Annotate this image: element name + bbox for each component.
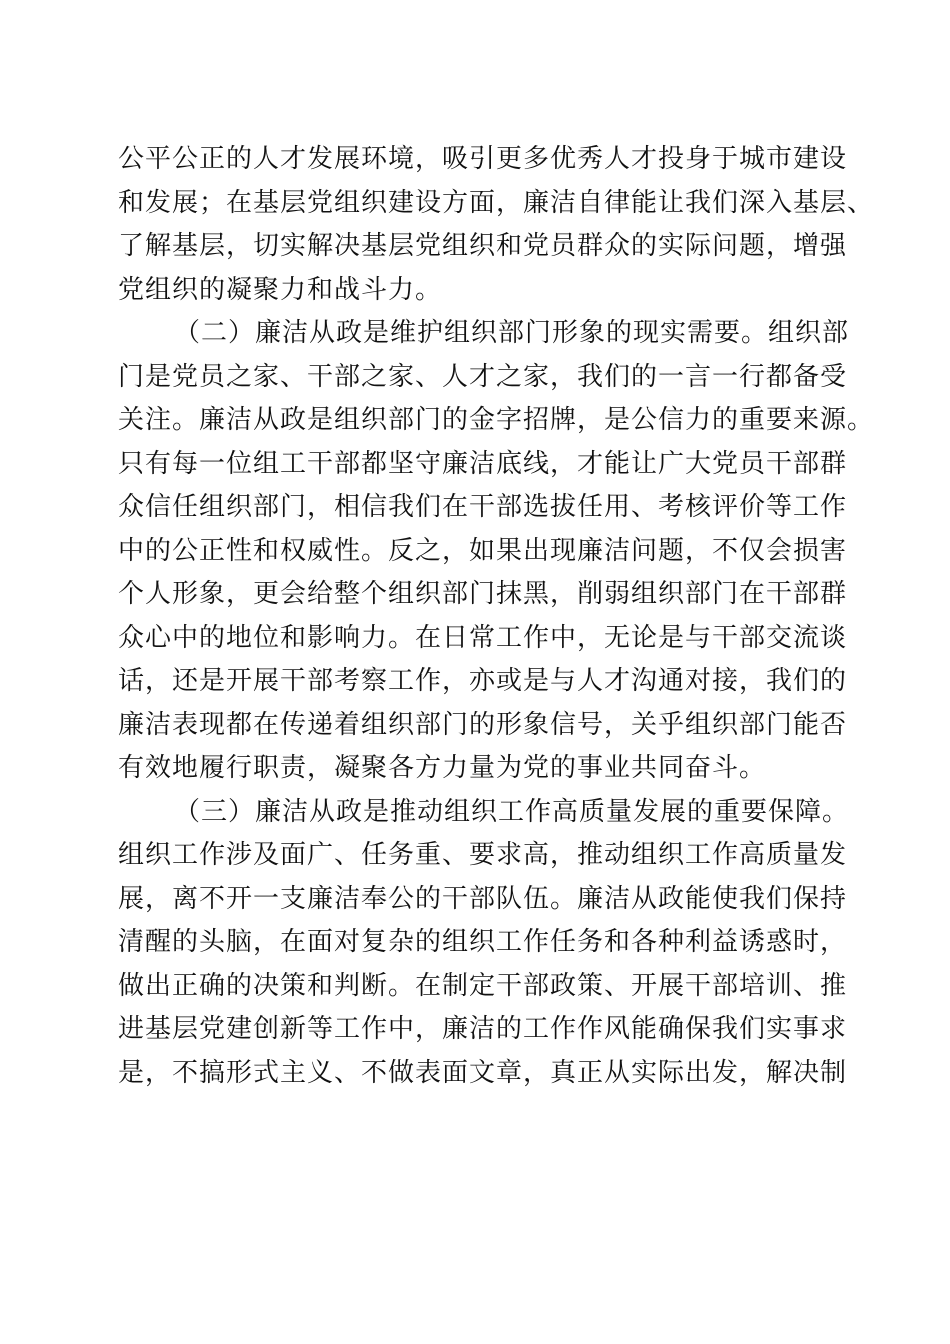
paragraph-section-two <box>118 312 875 791</box>
text-line: 和发展；在基层党组织建设方面，廉洁自律能让我们深入基层、 <box>118 187 875 218</box>
text-line: 话，还是开展干部考察工作，亦或是与人才沟通对接，我们的 <box>118 666 848 696</box>
text-line: 门是党员之家、干部之家、人才之家，我们的一言一行都备受 <box>118 361 848 392</box>
text-line: 只有每一位组工干部都坚守廉洁底线，才能让广大党员干部群 <box>118 448 848 479</box>
text-line: 做出正确的决策和判断。在制定干部政策、开展干部培训、推 <box>118 970 848 1001</box>
text-line: 党组织的凝聚力和战斗力。 <box>118 274 443 305</box>
text-line: 公平公正的人才发展环境，吸引更多优秀人才投身于城市建设 <box>118 144 848 174</box>
text-line: 个人形象，更会给整个组织部门抹黑，削弱组织部门在干部群 <box>118 579 848 609</box>
text-line: 中的公正性和权威性。反之，如果出现廉洁问题，不仅会损害 <box>118 535 848 566</box>
text-line: 了解基层，切实解决基层党组织和党员群众的实际问题，增强 <box>118 231 848 261</box>
text-line: 有效地履行职责，凝聚各方力量为党的事业共同奋斗。 <box>118 753 767 783</box>
text-line: 廉洁表现都在传递着组织部门的形象信号，关乎组织部门能否 <box>118 709 848 740</box>
text-line: 进基层党建创新等工作中，廉洁的工作作风能确保我们实事求 <box>118 1014 848 1044</box>
text-line: 众心中的地位和影响力。在日常工作中，无论是与干部交流谈 <box>118 622 848 653</box>
text-line: 清醒的头脑，在面对复杂的组织工作任务和各种利益诱惑时， <box>118 927 848 957</box>
text-line: 关注。廉洁从政是组织部门的金字招牌，是公信力的重要来源。 <box>118 405 875 435</box>
text-line: 是，不搞形式主义、不做表面文章，真正从实际出发，解决制 <box>118 1057 848 1088</box>
text-line: 众信任组织部门，相信我们在干部选拔任用、考核评价等工作 <box>118 492 848 522</box>
text-line: 组织工作涉及面广、任务重、要求高，推动组织工作高质量发 <box>118 840 848 870</box>
text-line: （三）廉洁从政是推动组织工作高质量发展的重要保障。 <box>174 796 850 827</box>
document-body <box>118 138 875 1095</box>
text-line: 展，离不开一支廉洁奉公的干部队伍。廉洁从政能使我们保持 <box>118 883 848 914</box>
paragraph-continuation <box>118 138 875 312</box>
text-line: （二）廉洁从政是维护组织部门形象的现实需要。组织部 <box>174 318 850 348</box>
paragraph-section-three <box>118 791 850 1096</box>
